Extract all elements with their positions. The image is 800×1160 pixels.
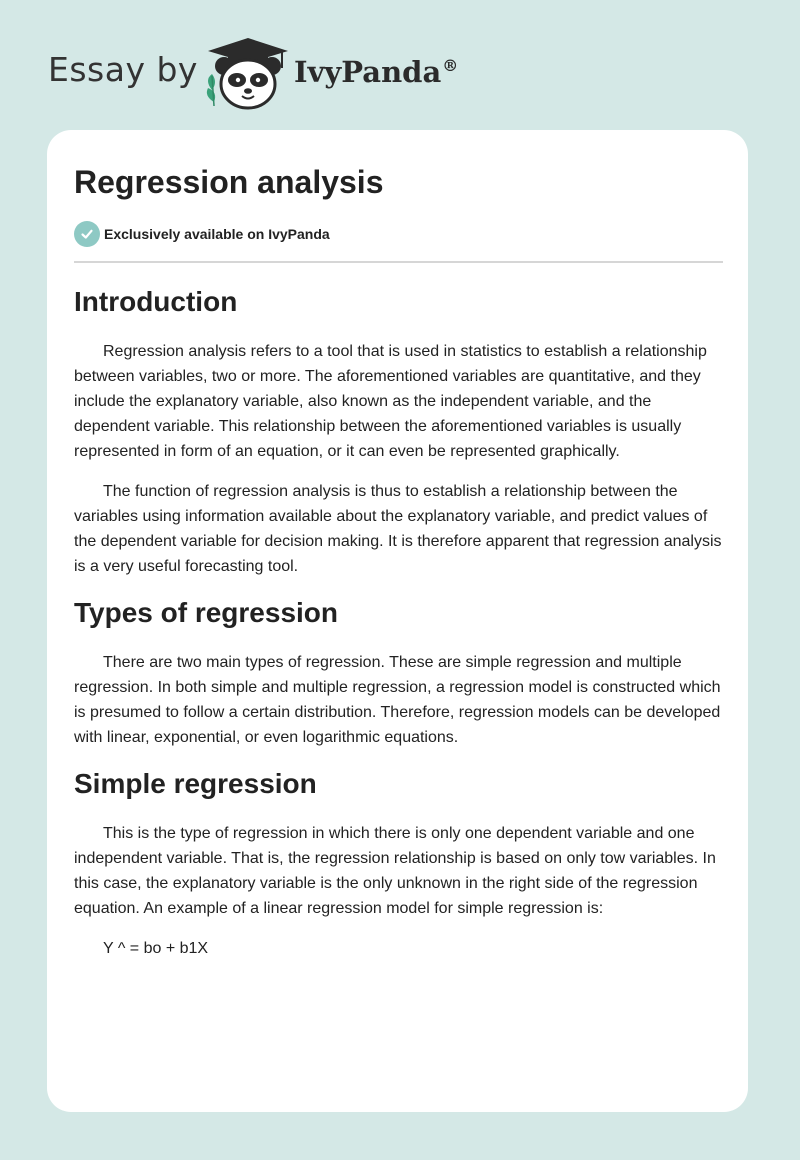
exclusive-badge <box>74 221 330 247</box>
panda-logo-icon[interactable] <box>202 36 294 110</box>
paragraph: There are two main types of regression. These are simple regression and multiple regression. In both simple and multiple regression, a regression model is constructed which is presumed to follow a certain distribution. Therefore, regression models can be developed with linear, exponential, or even logarithmic equations. <box>74 654 721 746</box>
article-body <box>74 280 723 961</box>
site-header <box>48 36 568 108</box>
paragraph: Regression analysis refers to a tool that is used in statistics to establish a relationship between variables, two or more. The aforementioned variables are quantitative, and they include the explanatory variable, also known as the independent variable, and the dependent variable. This relationship between the aforementioned variables is usually represented in form of an equation, or it can even be represented graphically. <box>74 343 707 460</box>
registered-mark: ® <box>442 56 459 76</box>
brand-text: IvyPanda <box>294 55 442 89</box>
check-icon <box>74 221 100 247</box>
section-heading: Simple regression <box>74 768 317 799</box>
section-heading: Introduction <box>74 286 238 317</box>
article-card <box>47 130 748 1112</box>
divider <box>74 261 723 263</box>
regression-formula: Y ^ = bo + b1X <box>103 940 209 957</box>
page-title: Regression analysis <box>74 164 384 200</box>
paragraph: The function of regression analysis is thus to establish a relationship between the variables using information available about the explanatory variable, and predict values of the dependent variable for decision making. It is therefore apparent that regression analysis is a very useful forecasting tool. <box>74 483 722 575</box>
section-heading: Types of regression <box>74 597 339 628</box>
exclusive-label: Exclusively available on IvyPanda <box>104 226 330 242</box>
essay-by-label: Essay by <box>48 50 198 89</box>
brand-name[interactable] <box>294 55 458 89</box>
paragraph: This is the type of regression in which there is only one dependent variable and one independent variable. That is, the regression relationship is based on only tow variables. In this case, the explanatory variable is the only unknown in the right side of the regression equation. An example of a linear regression model for simple regression is: <box>74 825 716 917</box>
